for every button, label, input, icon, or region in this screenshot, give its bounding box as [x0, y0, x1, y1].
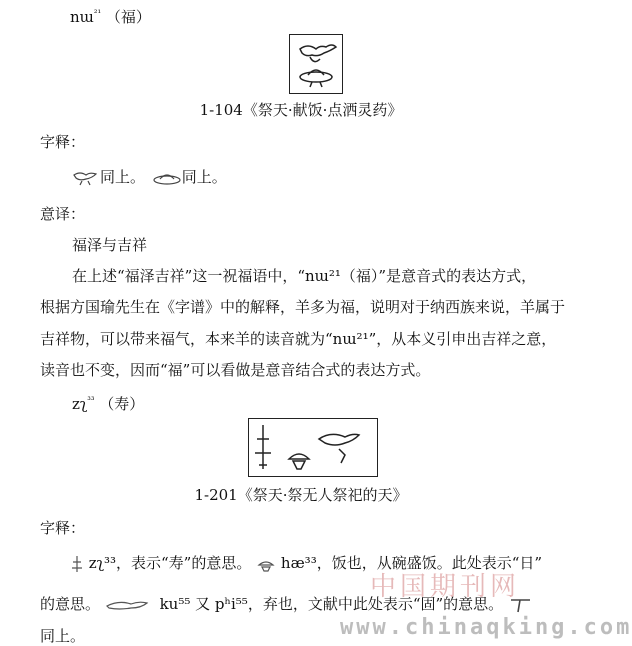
ziyi-2-s1-roman: zʅ³³ [88, 554, 117, 572]
ziyi-2-line-3: 同上。 [40, 627, 86, 645]
goat-pictograph-icon [290, 35, 342, 93]
ziyi-2-s2-text: ，饭也，从碗盛饭。此处表示“日” [316, 554, 543, 572]
watermark-cn: 中国期刊网 [370, 572, 521, 602]
para-line-3: 吉祥物，可以带来福气，本来羊的读音就为“nɯ²¹”，从本义引申出吉祥之意， [40, 330, 557, 348]
para-line-4: 读音也不变，因而“福”可以看做是意音结合式的表达方式。 [40, 361, 431, 379]
subtitle: 福泽与吉祥 [72, 236, 148, 254]
figure-shou [248, 418, 378, 477]
rice-bowl-glyph-icon [256, 555, 276, 573]
ziyi-2-s3-text-a: 的意思。 [40, 595, 101, 613]
ziyi-2-s2-roman: hæ³³ [280, 554, 317, 572]
heading-shou-tone: ³³ [87, 396, 95, 406]
heading-shou [72, 391, 144, 414]
label-ziyi-2: 字释： [40, 519, 86, 537]
heading-fu [70, 4, 151, 27]
para-line-2: 根据方国瑜先生在《字谱》中的解释，羊多为福，说明对于纳西族来说，羊属于 [40, 298, 566, 316]
heading-fu-gloss: （福） [105, 8, 151, 26]
abandon-glyph-icon [105, 598, 149, 612]
goat-glyph-icon [72, 169, 100, 187]
heading-fu-roman: nɯ [70, 8, 94, 26]
ziyi-2-s3-roman: ku⁵⁵ 又 pʰi⁵⁵ [159, 595, 248, 613]
bowl-glyph-icon [152, 169, 182, 187]
sacrifice-pictograph-icon [249, 419, 377, 476]
ziyi-1-row [72, 167, 227, 187]
longevity-glyph-icon [70, 555, 84, 573]
label-yiyi: 意译： [40, 205, 86, 223]
caption-1: 1-104《祭天·献饭·点洒灵药》 [199, 101, 403, 119]
ziyi-2-s3-text-b: ，弃也，文献中此处表示“固”的意思。 [247, 595, 504, 613]
para-line-1: 在上述“福泽吉祥”这一祝福语中，“nɯ²¹（福）”是意音式的表达方式， [72, 267, 537, 285]
caption-2: 1-201《祭天·祭无人祭祀的天》 [194, 486, 408, 504]
label-ziyi-1: 字释： [40, 133, 86, 151]
watermark-url: www.chinaqking.com [340, 615, 632, 640]
ziyi-1-item-1: 同上。 [100, 168, 146, 186]
heading-fu-tone: ²¹ [93, 9, 102, 19]
heading-shou-gloss: （寿） [99, 395, 145, 413]
ziyi-2-s1-text: ，表示“寿”的意思。 [116, 554, 252, 572]
heading-shou-roman: zʅ [72, 395, 88, 413]
figure-fu [289, 34, 343, 94]
ziyi-1-item-2: 同上。 [181, 168, 227, 186]
